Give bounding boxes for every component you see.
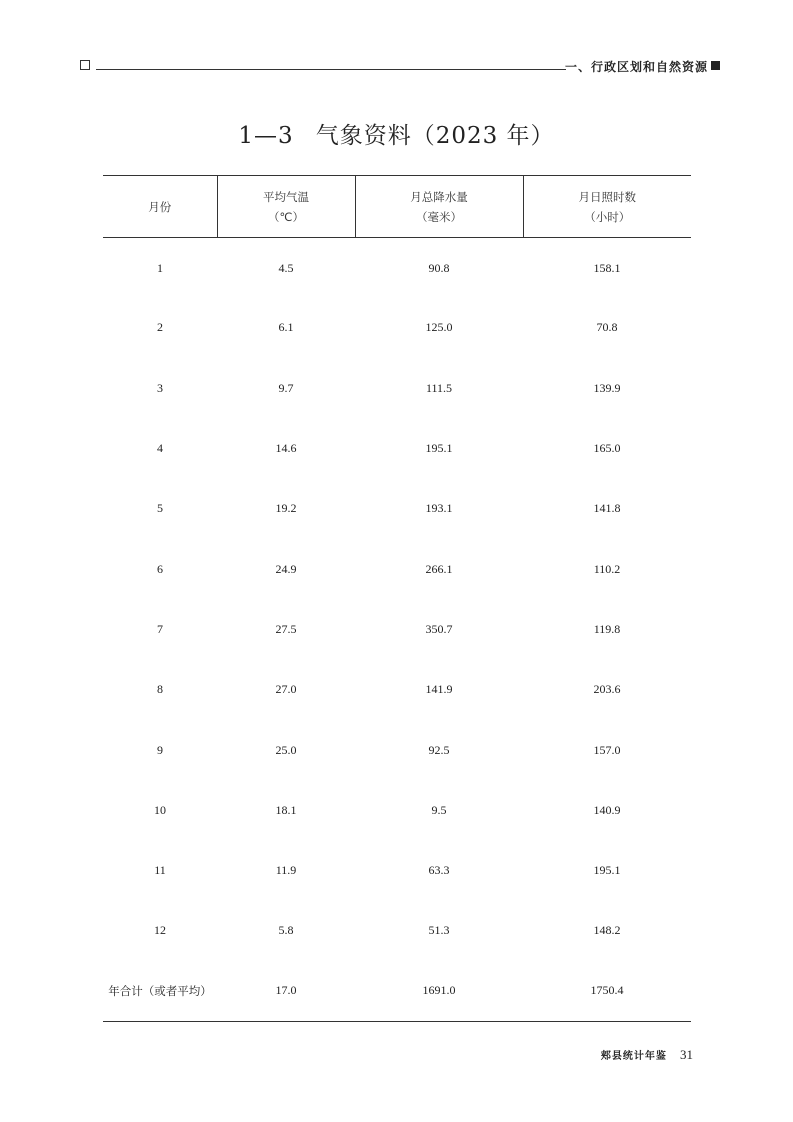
- cell-precipitation: 90.8: [428, 261, 450, 276]
- table-row: [103, 298, 691, 358]
- cell-avg-temp: 25.0: [275, 742, 297, 757]
- cell-month: 9: [157, 742, 163, 757]
- total-avg-temp: 17.0: [217, 961, 355, 1021]
- table-row: [103, 479, 691, 539]
- cell-avg-temp: 24.9: [275, 561, 297, 576]
- cell-avg-temp: 19.2: [275, 501, 297, 516]
- cell-precipitation: 111.5: [425, 380, 453, 395]
- cell-month: 12: [154, 923, 166, 938]
- weather-data-table: [103, 175, 691, 1022]
- page-number: 31: [680, 1047, 693, 1062]
- header-rule: [96, 69, 566, 70]
- header-section-title: 一、行政区划和自然资源: [564, 60, 708, 74]
- cell-avg-temp: 18.1: [275, 802, 297, 817]
- total-sunshine: 1750.4: [523, 961, 691, 1021]
- cell-month: 11: [154, 863, 166, 878]
- table-row: [103, 238, 691, 298]
- column-header-month: 月份: [103, 176, 217, 238]
- cell-precipitation: 9.5: [431, 802, 447, 817]
- column-header-precipitation: 月总降水量 （毫米）: [355, 176, 523, 238]
- table-row: [103, 780, 691, 840]
- cell-precipitation: 141.9: [425, 682, 453, 697]
- column-header-sunshine: 月日照时数 （小时）: [523, 176, 691, 238]
- cell-month: 1: [157, 261, 163, 276]
- cell-sunshine: 110.2: [593, 561, 621, 576]
- cell-avg-temp: 6.1: [278, 320, 294, 335]
- cell-precipitation: 92.5: [428, 742, 450, 757]
- cell-month: 7: [157, 621, 163, 636]
- cell-precipitation: 193.1: [425, 501, 453, 516]
- cell-avg-temp: 4.5: [278, 261, 294, 276]
- table-title-text: 气象资料（2023 年）: [315, 123, 555, 149]
- cell-month: 4: [157, 441, 163, 456]
- cell-sunshine: 141.8: [593, 501, 621, 516]
- total-precipitation: 1691.0: [355, 961, 523, 1021]
- column-header-avg-temp: 平均气温 （℃）: [217, 176, 355, 238]
- cell-month: 3: [157, 380, 163, 395]
- table-title: [0, 117, 793, 150]
- table-row: [103, 539, 691, 599]
- square-outline-icon: [80, 60, 90, 70]
- cell-month: 6: [157, 561, 163, 576]
- table-row: [103, 599, 691, 659]
- table-row: [103, 358, 691, 418]
- square-filled-icon: [711, 61, 720, 70]
- cell-precipitation: 350.7: [425, 621, 453, 636]
- table-row-total: [103, 961, 691, 1021]
- cell-sunshine: 157.0: [593, 742, 621, 757]
- cell-precipitation: 125.0: [425, 320, 453, 335]
- cell-sunshine: 148.2: [593, 923, 621, 938]
- cell-month: 2: [157, 320, 163, 335]
- table-row: [103, 840, 691, 900]
- total-label: 年合计（或者平均）: [103, 961, 217, 1021]
- cell-avg-temp: 27.0: [275, 682, 297, 697]
- table-row: [103, 418, 691, 478]
- cell-avg-temp: 5.8: [278, 923, 294, 938]
- table-row: [103, 901, 691, 961]
- page-footer: [601, 1044, 693, 1063]
- cell-sunshine: 203.6: [593, 682, 621, 697]
- cell-avg-temp: 11.9: [275, 863, 297, 878]
- cell-precipitation: 51.3: [428, 923, 450, 938]
- cell-sunshine: 119.8: [593, 621, 621, 636]
- cell-precipitation: 63.3: [428, 863, 450, 878]
- cell-month: 8: [157, 682, 163, 697]
- cell-precipitation: 195.1: [425, 441, 453, 456]
- table-row: [103, 660, 691, 720]
- cell-sunshine: 70.8: [596, 320, 618, 335]
- cell-avg-temp: 14.6: [275, 441, 297, 456]
- table-row: [103, 720, 691, 780]
- cell-month: 5: [157, 501, 163, 516]
- cell-sunshine: 195.1: [593, 863, 621, 878]
- cell-sunshine: 139.9: [593, 380, 621, 395]
- cell-sunshine: 140.9: [593, 802, 621, 817]
- cell-month: 10: [154, 802, 166, 817]
- cell-avg-temp: 27.5: [275, 621, 297, 636]
- table-number: 1—3: [238, 123, 294, 149]
- book-name: 郏县统计年鉴: [600, 1051, 667, 1062]
- cell-avg-temp: 9.7: [278, 380, 294, 395]
- table-header-row: [103, 176, 691, 238]
- cell-sunshine: 158.1: [593, 261, 621, 276]
- cell-sunshine: 165.0: [593, 441, 621, 456]
- cell-precipitation: 266.1: [425, 561, 453, 576]
- running-header: [80, 58, 720, 78]
